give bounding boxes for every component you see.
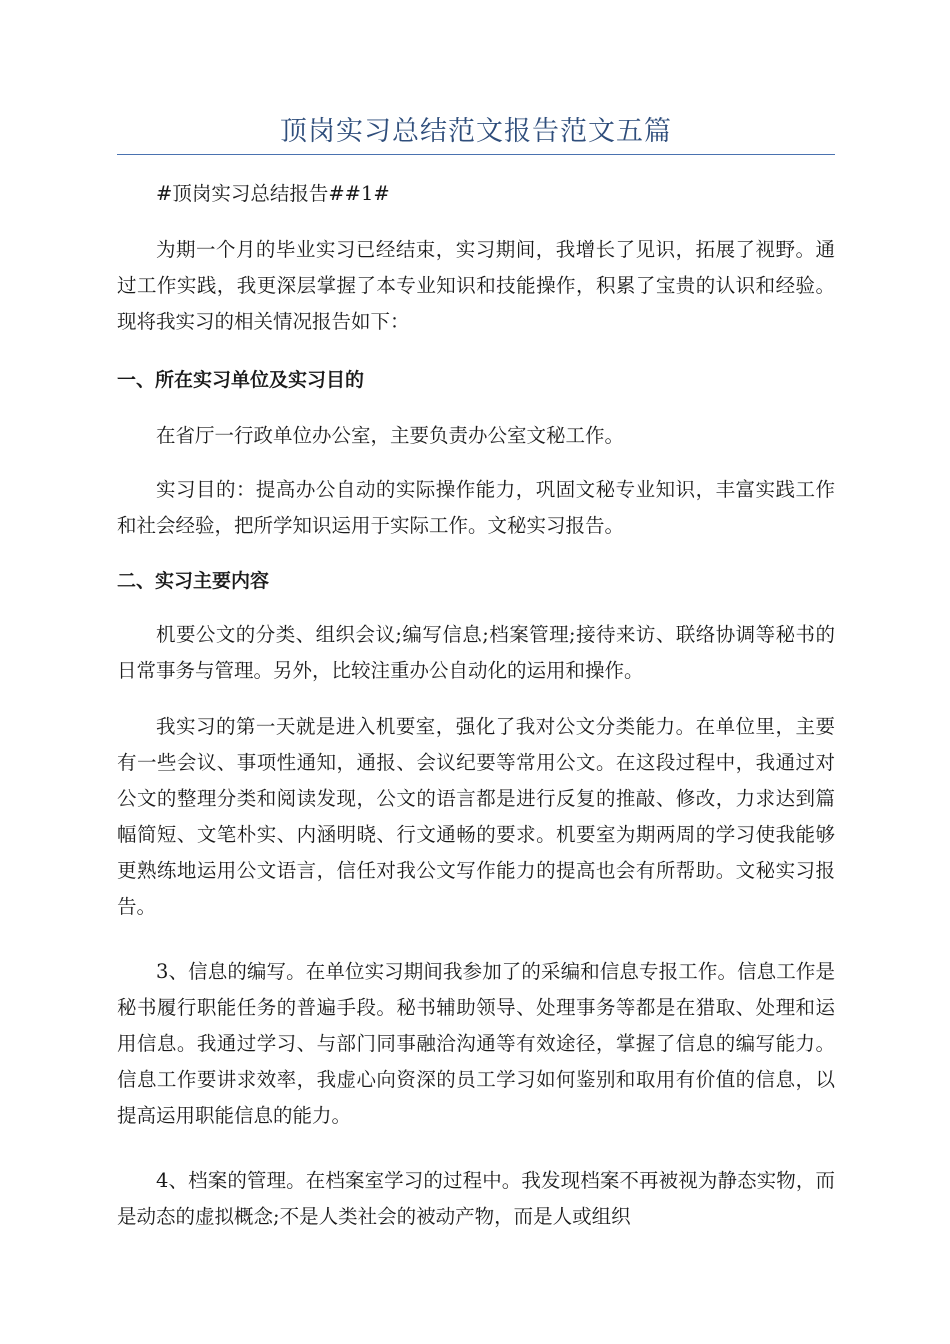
document-title: 顶岗实习总结范文报告范文五篇 [280, 116, 672, 147]
paragraph-intro: 为期一个月的毕业实习已经结束，实习期间，我增长了见识，拓展了视野。通过工作实践，我更深层掌握了本专业知识和技能操作，积累了宝贵的认识和经验。现将我实习的相关情况报告如下： [117, 238, 835, 333]
paragraph-unit: 在省厅一行政单位办公室，主要负责办公室文秘工作。 [156, 424, 625, 447]
paragraph-purpose: 实习目的：提高办公自动的实际操作能力，巩固文秘专业知识，丰富实践工作和社会经验，把所学知识运用于实际工作。文秘实习报告。 [117, 478, 835, 537]
title-underline [117, 154, 835, 155]
document-subtitle: #顶岗实习总结报告##1# [156, 182, 390, 205]
section-heading-2: 二、实习主要内容 [117, 570, 270, 592]
paragraph-classified-room: 我实习的第一天就是进入机要室，强化了我对公文分类能力。在单位里，主要有一些会议、事项性通知，通报、会议纪要等常用公文。在这段过程中，我通过对公文的整理分类和阅读发现，公文的语言都是进行反复的推敲、修改，力求达到篇幅简短、文笔朴实、内涵明晓、行文通畅的要求。机要室为期两周的学习使我能够更熟练地运用公文语言，信任对我公文写作能力的提高也会有所帮助。文秘实习报告。 [117, 715, 835, 918]
section-heading-1: 一、所在实习单位及实习目的 [117, 369, 365, 391]
paragraph-content-summary: 机要公文的分类、组织会议;编写信息;档案管理;接待来访、联络协调等秘书的日常事务与管理。另外，比较注重办公自动化的运用和操作。 [117, 623, 835, 682]
paragraph-archives: 4、档案的管理。在档案室学习的过程中。我发现档案不再被视为静态实物，而是动态的虚拟概念;不是人类社会的被动产物，而是人或组织 [117, 1169, 835, 1228]
paragraph-information: 3、信息的编写。在单位实习期间我参加了的采编和信息专报工作。信息工作是秘书履行职能任务的普遍手段。秘书辅助领导、处理事务等都是在猎取、处理和运用信息。我通过学习、与部门同事融洽沟通等有效途径，掌握了信息的编写能力。信息工作要讲求效率，我虚心向资深的员工学习如何鉴别和取用有价值的信息，以提高运用职能信息的能力。 [117, 960, 835, 1127]
